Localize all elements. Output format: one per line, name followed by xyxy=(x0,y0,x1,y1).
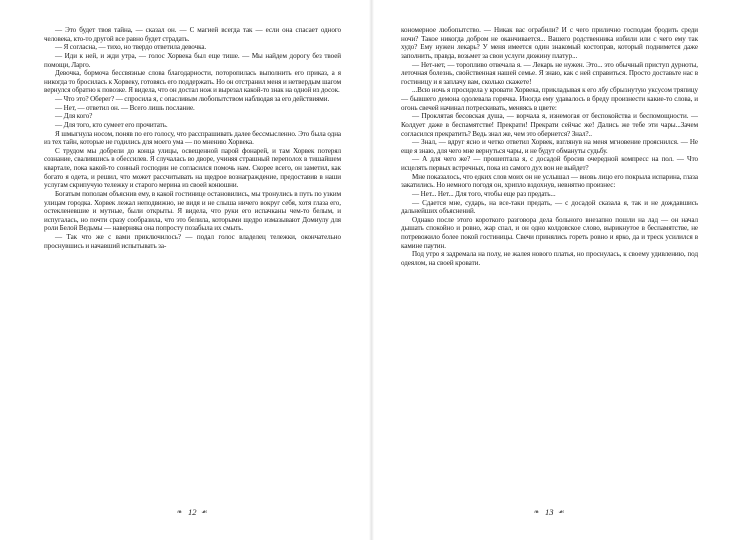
paragraph: Под утро я задремала на полу, не жалея нового платья, но проснулась, к своему удивлению, под одеялом, на своей кровати. xyxy=(401,250,698,267)
left-page-folio xyxy=(44,507,341,517)
paragraph: — Проклятая бесовская душа, — ворчала я, изнемогая от беспокойства и беспомощности. — Колдует даже в беспамятстве! Прекрати! Прекрати сейчас же! Дались же тебе эти чары...Зачем согласился прекратить? Ведь знал же, чем это обернется? Знал?.. xyxy=(401,112,698,138)
paragraph: — Знал, — вдруг ясно и четко ответил Хорвек, взглянув на меня мгновение прояснился. — Не еще я знаю, для чего мне вернуться чары, и не будут обмануты судьбу. xyxy=(401,138,698,155)
paragraph: Я шмыгнула носом, поняв по его голосу, что расспрашивать далее бессмысленно. Это была одна из тех тайн, которые не годились для моего ума — по мнению Хорвека. xyxy=(44,129,341,147)
paragraph: — Так что же с вами приключилось? — подал голос владелец тележки, окончательно проснувшись и начавший испытывать за- xyxy=(44,233,341,250)
ornament-left-icon: ❧ xyxy=(176,508,184,516)
ornament-right-icon: ☙ xyxy=(557,508,566,516)
ornament-left-icon: ❧ xyxy=(533,508,541,516)
paragraph: — Что это? Оберег? — спросила я, с опасливым любопытством наблюдая за его действиями. xyxy=(55,95,330,103)
right-page-text-column xyxy=(401,26,698,481)
paragraph: Богатым пополам объяснив ему, в какой гостинице остановились, мы тронулись в путь по узким улицам городка. Хорвек лежал неподвижно, не видя и не слыша ничего вокруг себя, хотя глаза его, остекленевшие и мутные, были открыты. Я видела, что руки его испачканы чем-то белым, и испугалась, но почти сразу сообразила, что это белила, которыми щедро измазывают Домиулу для роли Белой Ведьмы — наверняка она попросту позабыла их смыть. xyxy=(44,189,341,233)
paragraph: — Для того, кто сумеет его прочитать. xyxy=(55,120,168,129)
paragraph: С трудом мы добрели до конца улицы, освещенной парой фонарей, и там Хорвек потерял сознание, свалившись в обессилев. Я случалась во дворе, учиняя страшный переполох в тишайшем квартале, пока какой-то сонный господин не согласился помочь нам. Скорее всего, он заметил, как богато я одета, и решил, что может рассчитывать на щедрое вознаграждение, предоставив в наши услугам скрипучую тележку и старого мерина из своей конюшни. xyxy=(44,146,341,190)
paragraph: — Это будет твоя тайна, — сказал он. — С магией всегда так — если она спасает одного человека, кто-то другой все равно будет страдать. xyxy=(44,26,341,43)
paragraph: Однако после этого короткого разговора дела больного внезапно пошли на лад — он начал дышать спокойно и ровно, жар спал, и он одно колдовское слово, вырикнутое в беспамятстве, не потревожило более покой гостиницы. Свечи принялись гореть ровно и ярко, да и треск усилился в камине паутин. xyxy=(401,215,698,250)
page-number: 12 xyxy=(188,507,197,517)
paragraph: — А для чего же? — прошептала я, с досадой бросив очередной компресс на пол. — Что исцелять первых встречных, пока из самого дух вон не выйдет? xyxy=(401,155,698,172)
paragraph: Мне показалось, что едких слов моих он не услышал — вновь лицо его покрыла испарина, глаза закатились. Но немного погодя он, хрипло вздохнув, невнятно произнес: xyxy=(401,172,698,190)
left-page-text-column xyxy=(44,26,341,481)
paragraph: — Я согласна, — тихо, но твердо ответила девочка. xyxy=(55,43,207,52)
paragraph: Девочка, бормоча бессвязные слова благодарности, поторопилась выполнить его приказ, а я никогда то бросилась к Хорвеку, готовясь его поддержать. Но он отстранил меня и нетвердым шагом вернулся обратно к повозке. Я видела, что он достал нож и вырезал какой-то знак на одной из досок. xyxy=(44,69,341,95)
page-number: 13 xyxy=(545,507,554,517)
right-page-folio xyxy=(401,507,698,517)
paragraph: — Нет... Нет... Для того, чтобы еще раз предать... xyxy=(412,189,556,198)
ornament-right-icon: ☙ xyxy=(200,508,209,516)
paragraph: ...Всю ночь я просидела у кровати Хорвека, прикладывая к его лбу сбрызнутую уксусом тряпицу — бывшего демона одолевала горячка. Иногда ему удавалось в бреду произнести какие-то слова, и огонь свечей начинал потрескивать, меняясь в цвете: xyxy=(401,86,698,112)
paragraph: — Сдается мне, сударь, на все-таки предать, — с досадой сказала я, так и не дождавшись дальнейших объяснений. xyxy=(401,198,698,216)
paragraph: — Иди к ней, и жди утра, — голос Хорвека был еще тише. — Мы найдем дорогу без твоей помощи, Ларго. xyxy=(44,51,341,69)
paragraph: — Нет-нет, — торопливо отвечала я. — Лекарь не нужен. Это... это обычный приступ дурноты, леточная болезнь, свойственная нашей семье. Я знаю, как с ней справиться. Просто доставьте нас в гостиницу и я заплачу вам, сколько скажете! xyxy=(401,60,698,86)
paragraph: кономерное любопытство. — Никак вас ограбили? И с чего прилично господам бродить среди ночи? Такое никогда добром не оканчивается... Вашего родственника избили или с чего ему так худо? Ему нужен лекарь? У меня имеется один знакомый костоправ, который поднимется даже заполнить, правда, возьмет за свои услуги дюжину платур... xyxy=(401,26,698,60)
paragraph: — Для кого? xyxy=(55,112,93,121)
paragraph: — Нет, — ответил он. — Всего лишь послание. xyxy=(55,103,195,112)
right-page xyxy=(371,0,742,540)
